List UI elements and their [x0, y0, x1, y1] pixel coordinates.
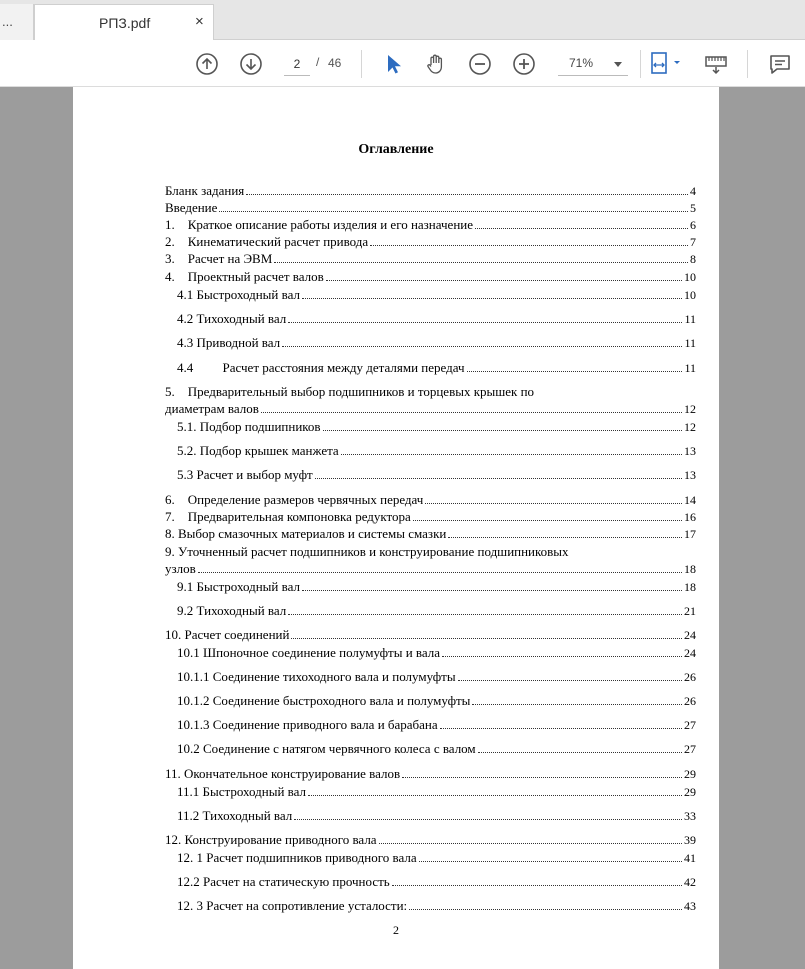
- toc-leader-dots: [478, 742, 682, 753]
- toc-entry-page: 5: [690, 201, 696, 215]
- comment-icon: [768, 52, 792, 76]
- toc-entry-page: 29: [684, 767, 696, 781]
- zoom-value: 71%: [569, 56, 594, 70]
- toc-entry-page: 6: [690, 218, 696, 232]
- toc-entry-title: 10.1.2 Соединение быстроходного вала и полумуфты: [177, 693, 471, 708]
- page-separator: /: [316, 55, 320, 69]
- toc-entry-title: 4.2 Тихоходный вал: [177, 311, 287, 326]
- page-number-input[interactable]: [284, 53, 310, 76]
- toc-leader-dots: [379, 833, 682, 844]
- toolbar-divider: [640, 50, 641, 78]
- toc-leader-dots: [419, 851, 682, 862]
- toc-entry-title: 10. Расчет соединений: [165, 627, 290, 642]
- toc-entry[interactable]: [165, 645, 696, 661]
- toc-entry[interactable]: [165, 335, 696, 351]
- toc-entry[interactable]: [165, 741, 696, 757]
- toc-leader-dots: [448, 527, 682, 538]
- toc-entry[interactable]: [165, 627, 696, 643]
- toc-entry-page: 10: [684, 288, 696, 302]
- toc-entry[interactable]: [165, 832, 696, 848]
- toc-entry-page: 11: [684, 312, 696, 326]
- toc-leader-dots: [282, 336, 682, 347]
- toc-entry[interactable]: [165, 492, 696, 508]
- toc-entry-page: 10: [684, 270, 696, 284]
- toc-entry-title: 10.1 Шпоночное соединение полумуфты и вала: [177, 645, 441, 660]
- toc-leader-dots: [198, 562, 682, 573]
- toc-entry-title: Введение: [165, 200, 218, 215]
- toc-entry-title: 10.1.1 Соединение тихоходного вала и полумуфты: [177, 669, 456, 684]
- toc-entry-page: 41: [684, 851, 696, 865]
- toc-leader-dots: [442, 646, 682, 657]
- toc-leader-dots: [458, 670, 682, 681]
- select-cursor-icon: [383, 53, 403, 75]
- arrow-down-circle-icon: [239, 52, 263, 76]
- toc-entry-title: 7. Предварительная компоновка редуктора: [165, 509, 411, 524]
- toc-entry[interactable]: [165, 384, 696, 417]
- toc-entry-page: 14: [684, 493, 696, 507]
- toc-entry-title-line1: 9. Уточненный расчет подшипников и конструирование подшипниковых: [165, 544, 569, 559]
- toc-entry-title: 11. Окончательное конструирование валов: [165, 766, 401, 781]
- toc-entry-title: 12. 1 Расчет подшипников приводного вала: [177, 850, 417, 865]
- toc-entry-title: 4.3 Приводной вал: [177, 335, 281, 350]
- toc-leader-dots: [261, 402, 682, 413]
- toc-entry-title: 12. 3 Расчет на сопротивление усталости:: [177, 898, 408, 913]
- toc-entry[interactable]: [165, 234, 696, 250]
- toc-leader-dots: [467, 361, 683, 372]
- toolbar-divider: [747, 50, 748, 78]
- toc-leader-dots: [326, 270, 682, 281]
- toc-entry-page: 18: [684, 562, 696, 576]
- toc-entry-title: 6. Определение размеров червячных передач: [165, 492, 424, 507]
- total-pages: 46: [328, 56, 342, 70]
- toc-entry[interactable]: [165, 850, 696, 866]
- toc-entry[interactable]: [165, 217, 696, 233]
- toc-leader-dots: [413, 510, 682, 521]
- toc-entry-page: 4: [690, 184, 696, 198]
- toc-entry-title: 11.1 Быстроходный вал: [177, 784, 306, 799]
- toc-entry[interactable]: [165, 603, 696, 619]
- toc-entry-page: 18: [684, 580, 696, 594]
- toc-entry-page: 24: [684, 628, 696, 642]
- toc-entry-page: 42: [684, 875, 696, 889]
- toc-entry[interactable]: [165, 874, 696, 890]
- toc-entry-page: 26: [684, 670, 696, 684]
- zoom-in-button[interactable]: [511, 51, 537, 77]
- toc-entry[interactable]: [165, 269, 696, 285]
- toc-leader-dots: [302, 580, 682, 591]
- toc-entry-page: 16: [684, 510, 696, 524]
- toc-entry[interactable]: [165, 693, 696, 709]
- toc-entry-title: 9.2 Тихоходный вал: [177, 603, 287, 618]
- toc-leader-dots: [302, 288, 682, 299]
- read-mode-button[interactable]: [703, 51, 729, 77]
- toc-entry[interactable]: [165, 467, 696, 483]
- toolbar: [0, 40, 805, 87]
- next-page-button[interactable]: [238, 51, 264, 77]
- toc-entry-title-line1: 5. Предварительный выбор подшипников и торцевых крышек по: [165, 384, 535, 399]
- toc-entry-page: 29: [684, 785, 696, 799]
- toolbar-divider: [361, 50, 362, 78]
- toc-entry[interactable]: [165, 784, 696, 800]
- toc-leader-dots: [274, 252, 688, 263]
- zoom-in-icon: [512, 52, 536, 76]
- fit-page-button[interactable]: [646, 51, 686, 77]
- toc-leader-dots: [392, 875, 682, 886]
- chevron-down-icon: [614, 62, 622, 67]
- zoom-out-button[interactable]: [467, 51, 493, 77]
- toc-entry-title: Бланк задания: [165, 183, 245, 198]
- toc-entry-title: 8. Выбор смазочных материалов и системы смазки: [165, 526, 447, 541]
- toc-entry[interactable]: [165, 311, 696, 327]
- toc-entry-page: 17: [684, 527, 696, 541]
- toc-entry[interactable]: [165, 717, 696, 733]
- toc-leader-dots: [291, 628, 682, 639]
- toc-entry-title: 4.4 Расчет расстояния между деталями передач: [177, 360, 465, 375]
- toc-entry-title: 2. Кинематический расчет привода: [165, 234, 369, 249]
- previous-tab[interactable]: [0, 4, 34, 40]
- toc-leader-dots: [341, 444, 682, 455]
- toc-entry-title: 11.2 Тихоходный вал: [177, 808, 293, 823]
- toc-entry-page: 12: [684, 420, 696, 434]
- toc-entry[interactable]: [165, 419, 696, 435]
- toc-entry-title: 4. Проектный расчет валов: [165, 269, 324, 284]
- toc-leader-dots: [402, 767, 682, 778]
- toc-entry-title: узлов: [165, 561, 196, 576]
- toc-entry[interactable]: [165, 183, 696, 199]
- toc-entry[interactable]: [165, 766, 696, 782]
- toc-entry[interactable]: [165, 200, 696, 216]
- toc-leader-dots: [472, 694, 682, 705]
- toc-entry[interactable]: [165, 251, 696, 267]
- toc-leader-dots: [288, 312, 682, 323]
- toc-entry[interactable]: [165, 898, 696, 914]
- toc-entry[interactable]: [165, 579, 696, 595]
- toc-leader-dots: [425, 493, 682, 504]
- fit-page-icon: [648, 51, 684, 77]
- toc-entry-title: 9.1 Быстроходный вал: [177, 579, 300, 594]
- toc-leader-dots: [294, 809, 682, 820]
- toc-entry-page: 13: [684, 468, 696, 482]
- toc-entry-page: 11: [684, 361, 696, 375]
- previous-page-button[interactable]: [194, 51, 220, 77]
- toc-entry[interactable]: [165, 808, 696, 824]
- page-footer-number: 2: [393, 923, 399, 937]
- toc-leader-dots: [315, 468, 682, 479]
- hand-tool-button[interactable]: [423, 51, 449, 77]
- toc-leader-dots: [219, 201, 688, 212]
- page-title: Оглавление: [358, 142, 434, 157]
- toc-leader-dots: [246, 184, 688, 195]
- close-tab-icon[interactable]: ×: [195, 13, 204, 30]
- toc-entry-page: 21: [684, 604, 696, 618]
- arrow-up-circle-icon: [195, 52, 219, 76]
- toc-entry[interactable]: [165, 360, 696, 376]
- select-tool-button[interactable]: [380, 51, 406, 77]
- toc-entry-page: 26: [684, 694, 696, 708]
- toc-entry-title: 5.2. Подбор крышек манжета: [177, 443, 339, 458]
- zoom-level-dropdown[interactable]: [558, 53, 628, 76]
- zoom-out-icon: [468, 52, 492, 76]
- toc-leader-dots: [475, 218, 688, 229]
- toc-entry-title: диаметрам валов: [165, 401, 259, 416]
- toc-entry-title: 4.1 Быстроходный вал: [177, 287, 300, 302]
- toc-entry[interactable]: [165, 669, 696, 685]
- toc-entry[interactable]: [165, 509, 696, 525]
- toc-entry-title: 10.1.3 Соединение приводного вала и барабана: [177, 717, 438, 732]
- toc-entry-page: 7: [690, 235, 696, 249]
- toc-entry-title: 5.1. Подбор подшипников: [177, 419, 321, 434]
- toc-entry-title: 12. Конструирование приводного вала: [165, 832, 377, 847]
- toc-entry-page: 27: [684, 742, 696, 756]
- active-document-tab[interactable]: [34, 4, 214, 41]
- tab-title: РПЗ.pdf: [99, 15, 151, 31]
- toc-entry-page: 39: [684, 833, 696, 847]
- toc-entry-page: 27: [684, 718, 696, 732]
- toc-entry[interactable]: [165, 443, 696, 459]
- toc-entry-page: 8: [690, 252, 696, 266]
- toc-entry-page: 12: [684, 402, 696, 416]
- tab-strip: [0, 0, 805, 40]
- toc-entry-page: 24: [684, 646, 696, 660]
- toc-leader-dots: [370, 235, 688, 246]
- read-mode-icon: [704, 52, 728, 76]
- toc-leader-dots: [288, 604, 682, 615]
- toc-entry[interactable]: [165, 287, 696, 303]
- toc-entry-page: 11: [684, 336, 696, 350]
- toc-entry-page: 43: [684, 899, 696, 913]
- document-page: [73, 87, 719, 969]
- toc-entry-title: 12.2 Расчет на статическую прочность: [177, 874, 390, 889]
- toc-entry-page: 33: [684, 809, 696, 823]
- toc-leader-dots: [440, 718, 682, 729]
- previous-tab-label: ...: [2, 14, 13, 29]
- toc-entry-title: 3. Расчет на ЭВМ: [165, 251, 273, 266]
- toc-entry-title: 1. Краткое описание работы изделия и его назначение: [165, 217, 474, 232]
- toc-entry-title: 5.3 Расчет и выбор муфт: [177, 467, 313, 482]
- toc-entry-title: 10.2 Соединение с натягом червячного колеса с валом: [177, 741, 476, 756]
- toc-entry[interactable]: [165, 544, 696, 577]
- hand-icon: [424, 52, 448, 76]
- toc-entry-page: 13: [684, 444, 696, 458]
- comment-button[interactable]: [767, 51, 793, 77]
- toc-leader-dots: [308, 785, 682, 796]
- toc-leader-dots: [409, 899, 682, 910]
- toc-entry[interactable]: [165, 526, 696, 542]
- toc-leader-dots: [323, 420, 682, 431]
